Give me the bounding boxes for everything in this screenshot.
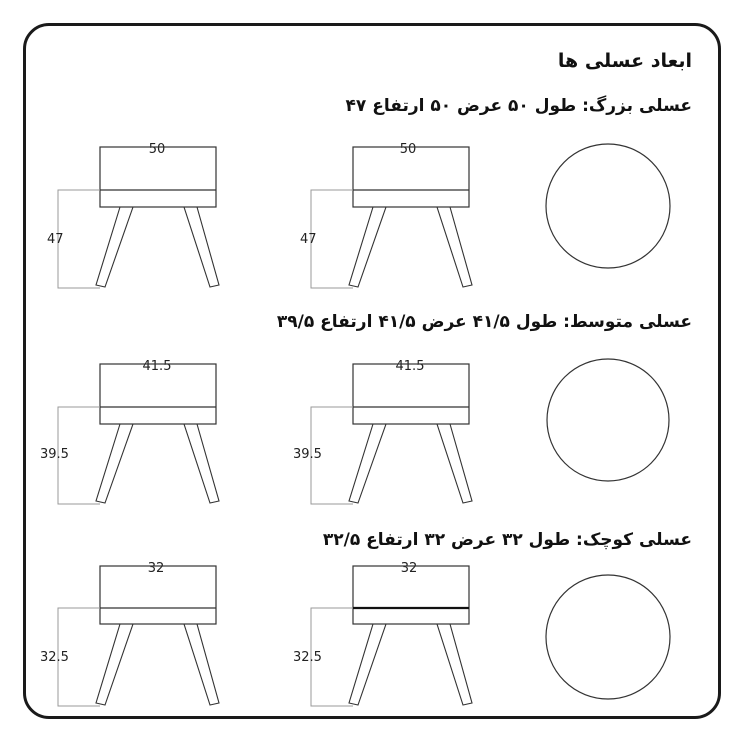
table-side-view-medium (293, 359, 472, 504)
table-top-view-large (546, 144, 670, 268)
width-dimension-label: 41.5 (142, 359, 172, 374)
height-dimension-label: 47 (47, 232, 64, 247)
table-side-view-large (300, 142, 472, 288)
table-front-view-large (47, 142, 219, 288)
table-side-view-small (293, 561, 472, 706)
width-dimension-label: 50 (399, 142, 417, 157)
width-dimension-label: 50 (148, 142, 166, 157)
section-heading-large: عسلی بزرگ: طول ۵۰ عرض ۵۰ ارتفاع ۴۷ (345, 96, 692, 116)
page-title: ابعاد عسلی ها (557, 50, 692, 72)
table-top-view-small (546, 575, 670, 699)
height-dimension-label: 32.5 (293, 650, 322, 665)
table-front-view-small (40, 561, 219, 706)
height-dimension-label: 39.5 (293, 447, 322, 462)
table-top-view-medium (547, 359, 669, 481)
width-dimension-label: 41.5 (395, 359, 425, 374)
height-dimension-label: 32.5 (40, 650, 69, 665)
height-dimension-label: 39.5 (40, 447, 69, 462)
height-dimension-label: 47 (300, 232, 317, 247)
section-heading-medium: عسلی متوسط: طول ۴۱/۵ عرض ۴۱/۵ ارتفاع ۳۹/۵ (276, 312, 692, 332)
width-dimension-label: 32 (147, 561, 165, 576)
width-dimension-label: 32 (400, 561, 418, 576)
table-front-view-medium (40, 359, 219, 504)
section-heading-small: عسلی کوچک: طول ۳۲ عرض ۳۲ ارتفاع ۳۲/۵ (322, 530, 692, 550)
